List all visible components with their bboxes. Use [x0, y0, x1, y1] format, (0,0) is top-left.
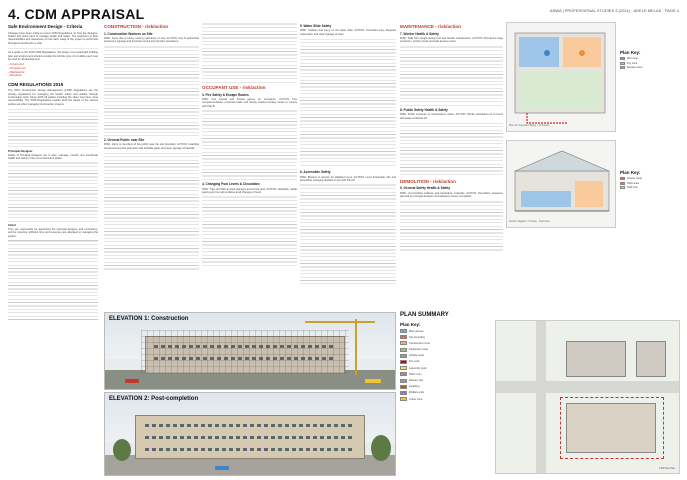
header-meta: ARWA | PROFESSIONAL STUDIES 3 (2021) · ADELE MELAS · PAGE 4	[549, 8, 679, 13]
key-item: Site boundary	[400, 335, 490, 339]
criteria-intro: Changes have been made to recent CDM Regulations on how the designer, builder and client have to manage health and safety. The statement of their responsibilities and awareness of how each stage of the project is performed throughout its lifecycle is vital.	[8, 31, 98, 45]
key-item: Assembly point	[400, 366, 490, 370]
key-item: Vehicle route	[400, 354, 490, 358]
demolition-heading: DEMOLITION - risk/action	[400, 178, 456, 184]
text-lines	[8, 162, 98, 222]
general-public-body: RISK: Injury to members of the public near the site boundary. ACTION: Hoarding erected around site perimeter with lockable gates and clear signage of hazards.	[104, 143, 199, 150]
section-construction-workers: 1. Construction Workers on Site	[104, 31, 153, 36]
text-lines	[400, 46, 503, 106]
plan-key-top	[620, 50, 680, 110]
accessible-safety-body: RISK: Barriers to access for disabled users. ACTION: Level thresholds, lifts and accessible changing facilities in line with Part M.	[300, 175, 396, 183]
section-diagram-image	[506, 140, 616, 228]
key-item: Construction zone	[400, 341, 490, 345]
key-item: Staff only	[620, 186, 680, 189]
plan-key-title: Plan Key:	[620, 170, 641, 175]
elevation-completion-label: ELEVATION 2: Post-completion	[109, 396, 199, 402]
lifecycle-item: - Occupant use	[8, 66, 26, 70]
key-item: Access route	[620, 177, 680, 180]
site-plan-image	[495, 320, 680, 474]
key-item: Dry zone	[620, 62, 680, 65]
construction-column	[104, 22, 199, 322]
fire-safety-body: RISK: Fire spread and limited egress for occupants. ACTION: Fire compartmentation, protected stairs and clearly marked escape routes to comply with Part B.	[202, 97, 297, 108]
section-fire-safety: 3. Fire Safety & Escape Routes	[202, 92, 249, 97]
section-public-safety: 8. Public Safety Health & Safety	[400, 107, 448, 112]
plan-summary-title: PLAN SUMMARY	[400, 312, 449, 318]
general-safety-body: RISK: Uncontrolled collapse and hazardous materials. ACTION: Demolition sequence planned by principal designer and asbestos survey completed.	[400, 191, 503, 199]
tree	[371, 435, 391, 461]
elevation-construction-label: ELEVATION 1: Construction	[109, 316, 189, 322]
section-pool-levels: 4. Changing Pool Levels & Circulation	[202, 182, 260, 187]
principal-designer-heading: Principal Designer	[8, 149, 33, 154]
lifecycle-item: - Construction	[8, 63, 25, 67]
public-safety-body: RISK: Public exposure to maintenance works. ACTION: Works scheduled out of hours and areas cordoned off.	[400, 113, 503, 120]
lifecycle-item: - Demolition	[8, 74, 22, 78]
worker-safety-body: RISK: Falls from height during roof and facade maintenance. ACTION: Permanent edge protection, anchor points and safe access routes.	[400, 36, 503, 44]
building	[135, 415, 365, 459]
road	[496, 381, 680, 393]
section-general-safety: 9. General Safety Health & Safety	[400, 186, 451, 191]
text-lines	[400, 122, 503, 177]
key-item: Welfare units	[400, 391, 490, 395]
criteria-column	[8, 22, 98, 472]
text-lines	[202, 196, 297, 266]
text-lines	[8, 108, 98, 148]
key-swatch	[620, 62, 625, 65]
key-item: Delivery bay	[400, 379, 490, 383]
principal-designer-body: Duties of Principal Designer are to plan, manage, monitor and coordinate health and safety in the pre-construction phase.	[8, 153, 98, 161]
site-boundary	[560, 397, 664, 459]
tree	[113, 439, 131, 461]
vehicle	[125, 379, 139, 383]
key-item: Hoarding	[400, 385, 490, 389]
building-footprint	[636, 341, 666, 377]
key-item: Plant room	[400, 372, 490, 376]
section-worker-safety: 7. Worker Health & Safety	[400, 31, 439, 36]
text-lines	[8, 240, 98, 320]
text-lines	[400, 201, 503, 251]
construction-heading: CONSTRUCTION - risk/action	[104, 24, 169, 29]
section-water-slide: 5. Water Slide Safety	[300, 24, 332, 28]
maintenance-column	[400, 22, 503, 327]
text-lines	[104, 46, 199, 136]
text-lines	[8, 47, 98, 50]
text-lines	[300, 184, 396, 284]
key-item: Escape route	[620, 66, 680, 69]
section-general-public: 2. General Public near Site	[104, 137, 145, 142]
occupant-plan-image	[506, 22, 616, 132]
key-item: Pedestrian route	[400, 348, 490, 352]
plan-key-title: Plan Key:	[400, 322, 421, 327]
key-swatch	[620, 57, 625, 60]
construction-workers-body: RISK: Injury due to heavy moving machinery on site. ACTION: Use of authorized personnel, signage and exclusion zones around plant operations.	[104, 36, 199, 44]
text-lines	[202, 23, 297, 83]
vehicle	[365, 379, 381, 383]
cdm-heading: CDM REGULATIONS 2015	[8, 81, 64, 87]
plan-key-bottom	[620, 170, 680, 226]
key-item: Fire exits	[400, 360, 490, 364]
cdm-body: The 2015 Construction Design Management (CDM) Regulations are the primary regulations for managing the health, safety and welfare through construction work. Since 2015 all parties including the client now have more responsibility. The CDM Regulations explain what the duties of the various parties are when managing construction projects.	[8, 89, 98, 106]
plan2-caption: Section diagram: CT Zone · Pool Area	[509, 220, 550, 223]
crane	[355, 319, 357, 375]
key-item: Main access	[400, 329, 490, 333]
water-slide-body: RISK: Collision and injury on the water slide. ACTION: Controlled entry, lifeguard supervision and clear signage of rules.	[300, 29, 396, 36]
client-body: They are responsible for appointing the principal designer and contractors, and for ensuring sufficient time and resources are allocated to managing the project.	[8, 227, 98, 238]
site-plan-note: 1:500 Site Plan	[658, 467, 675, 470]
key-swatch	[620, 66, 625, 69]
elevation-completion-image	[104, 392, 396, 476]
key-item: Crane zone	[400, 397, 490, 401]
section-accessible-safety: 6. Accessible Safety	[300, 170, 331, 175]
building-footprint	[566, 341, 626, 377]
criteria-body: As a guide to the 2015 CDM Regulations, the design of a meaningful building plan and environment should consider the full life cycle of a building and must be used for all development.	[8, 51, 98, 61]
client-heading: Client	[8, 223, 16, 228]
key-swatch	[620, 186, 625, 189]
key-item: Wet zone	[620, 57, 680, 60]
maintenance-heading: MAINTENANCE - risk/action	[400, 24, 462, 29]
key-swatch	[620, 177, 625, 180]
safety-column	[300, 22, 396, 322]
scaffolding	[141, 330, 349, 374]
criteria-heading: Safe Environment Design - Criteria	[8, 24, 83, 29]
plan-key-title: Plan Key:	[620, 50, 641, 55]
road	[536, 321, 546, 474]
page-title: 4. CDM APPRAISAL	[8, 6, 145, 22]
pool-levels-body: RISK: Trips and falls at level changes around the pool. ACTION: Handrails, tactile paving and non-slip surfaces at all changes of level.	[202, 187, 297, 194]
crane-jib	[305, 321, 375, 323]
occupant-heading: OCCUPANT USE - risk/action	[202, 85, 266, 90]
plan-summary-key	[400, 322, 490, 403]
plan1-caption: Plan 01: Occupant Safety + (3 Zones)	[509, 124, 550, 127]
text-lines	[300, 38, 396, 168]
occupant-column	[202, 22, 297, 322]
plan-summary	[400, 312, 680, 476]
key-item: Plant area	[620, 182, 680, 185]
key-swatch	[620, 182, 625, 185]
elevation-construction-image	[104, 312, 396, 390]
lifecycle-item: - Maintenance	[8, 70, 25, 74]
vehicle	[215, 466, 229, 470]
text-lines	[104, 152, 199, 272]
text-lines	[202, 110, 297, 180]
